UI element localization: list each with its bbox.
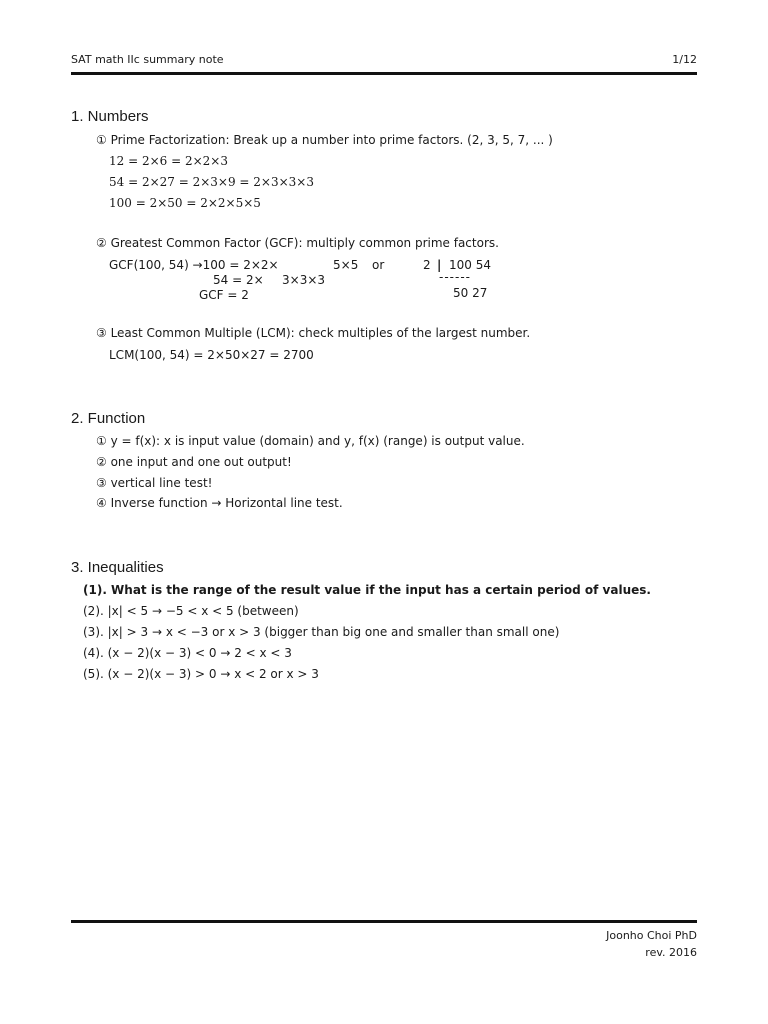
inequality-item-1: (1). What is the range of the result value if the input has a certain period of values. <box>83 583 651 597</box>
section-title-function: 2. Function <box>71 410 146 427</box>
page-number: 1/12 <box>672 53 697 66</box>
ladder-dash: ------ <box>439 270 471 284</box>
revision: rev. 2016 <box>645 946 697 959</box>
function-item-1: ① y = f(x): x is input value (domain) and y, f(x) (range) is output value. <box>96 434 525 448</box>
gcf-line2-right: 3×3×3 <box>282 273 326 287</box>
prime-factorization-line: ① Prime Factorization: Break up a number into prime factors. (2, 3, 5, 7, ... ) <box>96 133 553 147</box>
ladder-bottom: 50 27 <box>453 286 488 300</box>
gcf-definition: ② Greatest Common Factor (GCF): multiply common prime factors. <box>96 236 499 250</box>
ladder-divisor: 2 <box>423 258 431 272</box>
inequality-item-3: (3). |x| > 3 → x < −3 or x > 3 (bigger than big one and smaller than small one) <box>83 625 560 639</box>
example-100: 100 = 2×50 = 2×2×5×5 <box>109 196 261 210</box>
document-title: SAT math IIc summary note <box>71 53 224 66</box>
ladder-bar: | <box>437 258 442 272</box>
gcf-line1-right: 5×5 <box>333 258 359 272</box>
gcf-result: GCF = 2 <box>199 288 249 302</box>
function-item-4: ④ Inverse function → Horizontal line test. <box>96 496 343 510</box>
author: Joonho Choi PhD <box>606 929 697 942</box>
function-item-3: ③ vertical line test! <box>96 476 213 490</box>
inequality-item-2: (2). |x| < 5 → −5 < x < 5 (between) <box>83 604 299 618</box>
ladder-top: 100 54 <box>449 258 491 272</box>
section-title-numbers: 1. Numbers <box>71 108 149 125</box>
gcf-line2-left: 54 = 2× <box>213 273 264 287</box>
section-title-inequalities: 3. Inequalities <box>71 559 164 576</box>
gcf-or: or <box>372 258 385 272</box>
function-item-2: ② one input and one out output! <box>96 455 292 469</box>
lcm-example: LCM(100, 54) = 2×50×27 = 2700 <box>109 348 314 362</box>
inequality-item-5: (5). (x − 2)(x − 3) > 0 → x < 2 or x > 3 <box>83 667 319 681</box>
example-54: 54 = 2×27 = 2×3×9 = 2×3×3×3 <box>109 175 314 189</box>
footer-rule <box>71 920 697 923</box>
lcm-definition: ③ Least Common Multiple (LCM): check multiples of the largest number. <box>96 326 531 340</box>
example-12: 12 = 2×6 = 2×2×3 <box>109 154 228 168</box>
inequality-item-4: (4). (x − 2)(x − 3) < 0 → 2 < x < 3 <box>83 646 292 660</box>
header-rule <box>71 72 697 75</box>
gcf-line1-left: GCF(100, 54) →100 = 2×2× <box>109 258 279 272</box>
